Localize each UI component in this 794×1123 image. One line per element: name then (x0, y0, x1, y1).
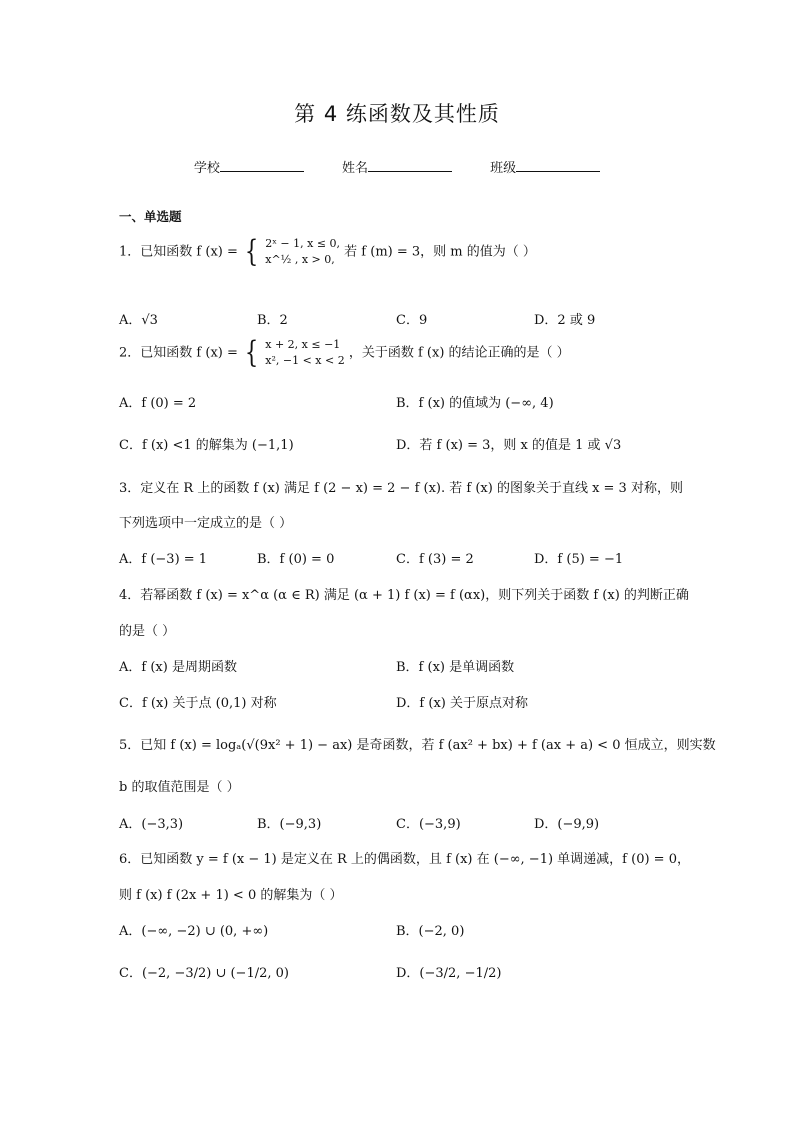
school-field[interactable] (194, 157, 304, 176)
q1-option-d[interactable]: D．2 或 9 (534, 313, 596, 328)
q2-function: f (x) = (196, 345, 238, 361)
q1-function: f (x) = (196, 244, 238, 260)
q5-option-a[interactable]: A．(−3,3) (119, 817, 184, 832)
q3-option-c[interactable]: C．f (3) = 2 (396, 552, 474, 567)
name-field[interactable] (342, 157, 452, 176)
q6-option-c[interactable]: C．(−2, −3/2) ∪ (−1/2, 0) (119, 966, 289, 981)
q5-line-1: 5．已知 f (x) = logₐ(√(9x² + 1) − ax) 是奇函数，若 f (ax² + bx) + f (ax + a) < 0 恒成立，则实数 (119, 738, 716, 753)
q4-line-1: 4．若幂函数 f (x) = x^α (α ∈ R) 满足 (α + 1) f (x) = f (αx)，则下列关于函数 f (x) 的判断正确 (119, 588, 689, 603)
brace-icon: { (244, 234, 259, 269)
student-info (0, 157, 794, 176)
q1-case-2: x^½ , x > 0, (265, 253, 335, 266)
question-2 (119, 337, 570, 369)
q2-case-1: x + 2, x ≤ −1 (265, 338, 341, 351)
q2-prefix: 2．已知函数 (119, 345, 193, 361)
q6-line-2: 则 f (x) f (2x + 1) < 0 的解集为（ ） (119, 888, 343, 903)
q5-option-d[interactable]: D．(−9,9) (534, 817, 600, 832)
q5-line-2: b 的取值范围是（ ） (119, 780, 240, 795)
q2-stem: ，关于函数 f (x) 的结论正确的是（ ） (348, 345, 570, 361)
q3-option-d[interactable]: D．f (5) = −1 (534, 552, 624, 567)
brace-icon: { (244, 335, 259, 370)
q4-option-d[interactable]: D．f (x) 关于原点对称 (396, 696, 528, 711)
q6-option-d[interactable]: D．(−3/2, −1/2) (396, 966, 502, 981)
school-blank[interactable] (220, 159, 304, 172)
q6-option-b[interactable]: B．(−2, 0) (396, 924, 465, 939)
q1-piecewise (265, 236, 340, 268)
q2-option-a[interactable]: A．f (0) = 2 (119, 396, 197, 411)
class-blank[interactable] (516, 159, 600, 172)
school-label: 学校 (193, 161, 220, 176)
q5-option-b[interactable]: B．(−9,3) (257, 817, 322, 832)
page-title: 第 4 练函数及其性质 (294, 102, 500, 126)
q4-option-c[interactable]: C．f (x) 关于点 (0,1) 对称 (119, 696, 277, 711)
q2-option-d[interactable]: D．若 f (x) = 3，则 x 的值是 1 或 √3 (396, 438, 622, 453)
q2-option-c[interactable]: C．f (x) <1 的解集为 (−1,1) (119, 438, 294, 453)
q1-option-c[interactable]: C．9 (396, 313, 428, 328)
q3-line-2: 下列选项中一定成立的是（ ） (119, 516, 293, 531)
q3-option-a[interactable]: A．f (−3) = 1 (119, 552, 208, 567)
name-label: 姓名 (341, 161, 368, 176)
q2-case-2: x², −1 < x < 2 (265, 354, 345, 367)
q4-option-b[interactable]: B．f (x) 是单调函数 (396, 660, 515, 675)
section-heading: 一、单选题 (119, 209, 182, 224)
q1-stem: 若 f (m) = 3，则 m 的值为（ ） (344, 244, 536, 260)
q4-line-2: 的是（ ） (119, 624, 176, 639)
q1-option-b[interactable]: B．2 (257, 313, 288, 328)
q6-line-1: 6．已知函数 y = f (x − 1) 是定义在 R 上的偶函数，且 f (x) 在 (−∞, −1) 单调递减，f (0) = 0， (119, 852, 690, 867)
q1-case-1: 2ˣ − 1, x ≤ 0, (265, 237, 341, 250)
q2-option-b[interactable]: B．f (x) 的值域为 (−∞, 4) (396, 396, 554, 411)
q6-option-a[interactable]: A．(−∞, −2) ∪ (0, +∞) (119, 924, 269, 939)
q3-option-b[interactable]: B．f (0) = 0 (257, 552, 335, 567)
question-1 (119, 236, 536, 268)
q1-prefix: 1．已知函数 (119, 244, 193, 260)
name-blank[interactable] (368, 159, 452, 172)
class-field[interactable] (490, 157, 600, 176)
q2-piecewise (265, 337, 344, 369)
class-label: 班级 (490, 161, 517, 176)
q1-option-a[interactable]: A．√3 (119, 313, 158, 328)
q5-option-c[interactable]: C．(−3,9) (396, 817, 461, 832)
q4-option-a[interactable]: A．f (x) 是周期函数 (119, 660, 237, 675)
q3-line-1: 3．定义在 R 上的函数 f (x) 满足 f (2 − x) = 2 − f (x). 若 f (x) 的图象关于直线 x = 3 对称，则 (119, 481, 683, 496)
